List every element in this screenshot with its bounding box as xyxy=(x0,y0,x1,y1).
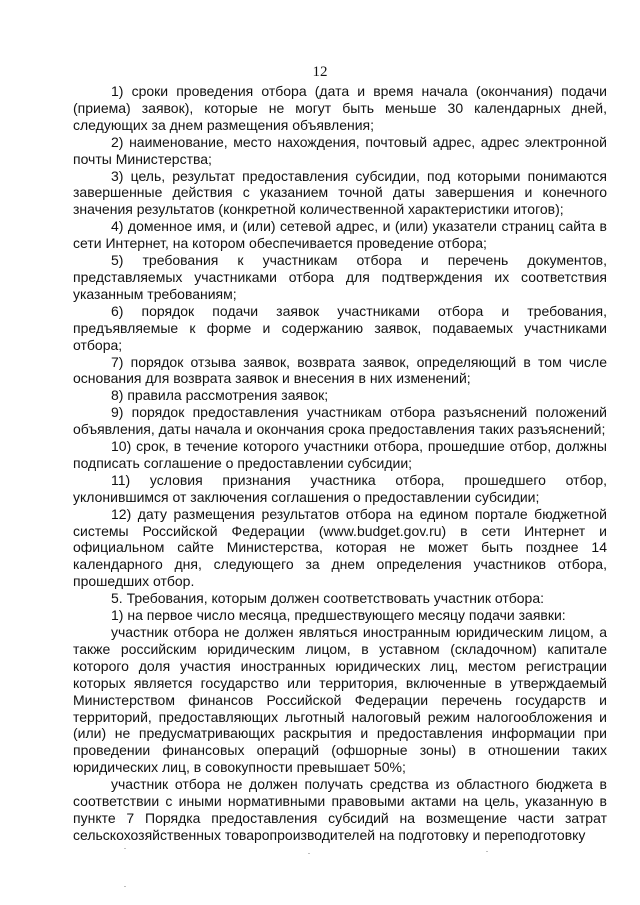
paragraph-item-7: 7) порядок отзыва заявок, возврата заявок, определяющий в том числе основания для возврата заявок и внесения в них изменений; xyxy=(73,353,607,387)
section-5-heading: 5. Требования, которым должен соответствовать участник отбора: xyxy=(111,590,545,607)
paragraph-item-9: 9) порядок предоставления участникам отбора разъяснений положений объявления, даты начала и окончания срока предоставления таких разъяснений; xyxy=(73,404,607,438)
requirement-budget-funds: участник отбора не должен получать средства из областного бюджета в соответствии с иными нормативными правовыми актами на цель, указанную в пункте 7 Порядка предоставления субсидий на возмещение части затрат сельскохозяйственных товаропроизводителей на подготовку и переподготовку xyxy=(73,776,607,843)
document-body xyxy=(73,83,607,844)
paragraph-item-3: 3) цель, результат предоставления субсидии, под которыми понимаются завершенные действия с указанием точной даты завершения и конечного значения результатов (конкретной количественной характеристики итогов); xyxy=(73,167,607,218)
scan-speck xyxy=(124,848,126,849)
scan-speck xyxy=(124,886,126,887)
paragraph-item-8: 8) правила рассмотрения заявок; xyxy=(111,387,329,404)
paragraph-item-10: 10) срок, в течение которого участники отбора, прошедшие отбор, должны подписать соглашение о предоставлении субсидии; xyxy=(73,438,607,471)
paragraph-item-1: 1) сроки проведения отбора (дата и время начала (окончания) подачи (приема) заявок), которые не могут быть меньше 30 календарных дней, следующих за днем размещения объявления; xyxy=(73,83,607,133)
page-number: 12 xyxy=(312,64,328,80)
requirement-item-1: 1) на первое число месяца, предшествующего месяцу подачи заявки: xyxy=(111,607,566,624)
paragraph-item-6: 6) порядок подачи заявок участниками отбора и требования, предъявляемые к форме и содержанию заявок, подаваемых участниками отбора; xyxy=(73,302,607,353)
paragraph-item-5: 5) требования к участникам отбора и перечень документов, представляемых участниками отбора для подтверждения их соответствия указанным требованиям; xyxy=(73,252,607,302)
paragraph-item-2: 2) наименование, место нахождения, почтовый адрес, адрес электронной почты Министерства; xyxy=(73,133,607,167)
scan-speck xyxy=(308,853,310,854)
paragraph-item-12: 12) дату размещения результатов отбора на едином портале бюджетной системы Российской Федерации (www.budget.gov.ru) в сети Интернет и официальном сайте Министерства, которая не может быть позднее 14 календарного дня, следующего за днем определения участников отбора, прошедших отбор. xyxy=(73,505,607,590)
scan-speck xyxy=(486,851,488,852)
paragraph-item-11: 11) условия признания участника отбора, прошедшего отбор, уклонившимся от заключения соглашения о предоставлении субсидии; xyxy=(73,471,607,505)
requirement-foreign-entity: участник отбора не должен являться иностранным юридическим лицом, а также российским юридическим лицом, в уставном (складочном) капитале которого доля участия иностранных юридических лиц, местом регистрации которых является государство или территория, включенные в утверждаемый Министерством финансов Российской Федерации перечень государств и территорий, предоставляющих льготный налоговый режим налогообложения и (или) не предусматривающих раскрытия и предоставления информации при проведении финансовых операций (офшорные зоны) в отношении таких юридических лиц, в совокупности превышает 50%; xyxy=(73,624,607,776)
paragraph-item-4: 4) доменное имя, и (или) сетевой адрес, и (или) указатели страниц сайта в сети Интернет, на котором обеспечивается проведение отбора; xyxy=(73,218,607,252)
